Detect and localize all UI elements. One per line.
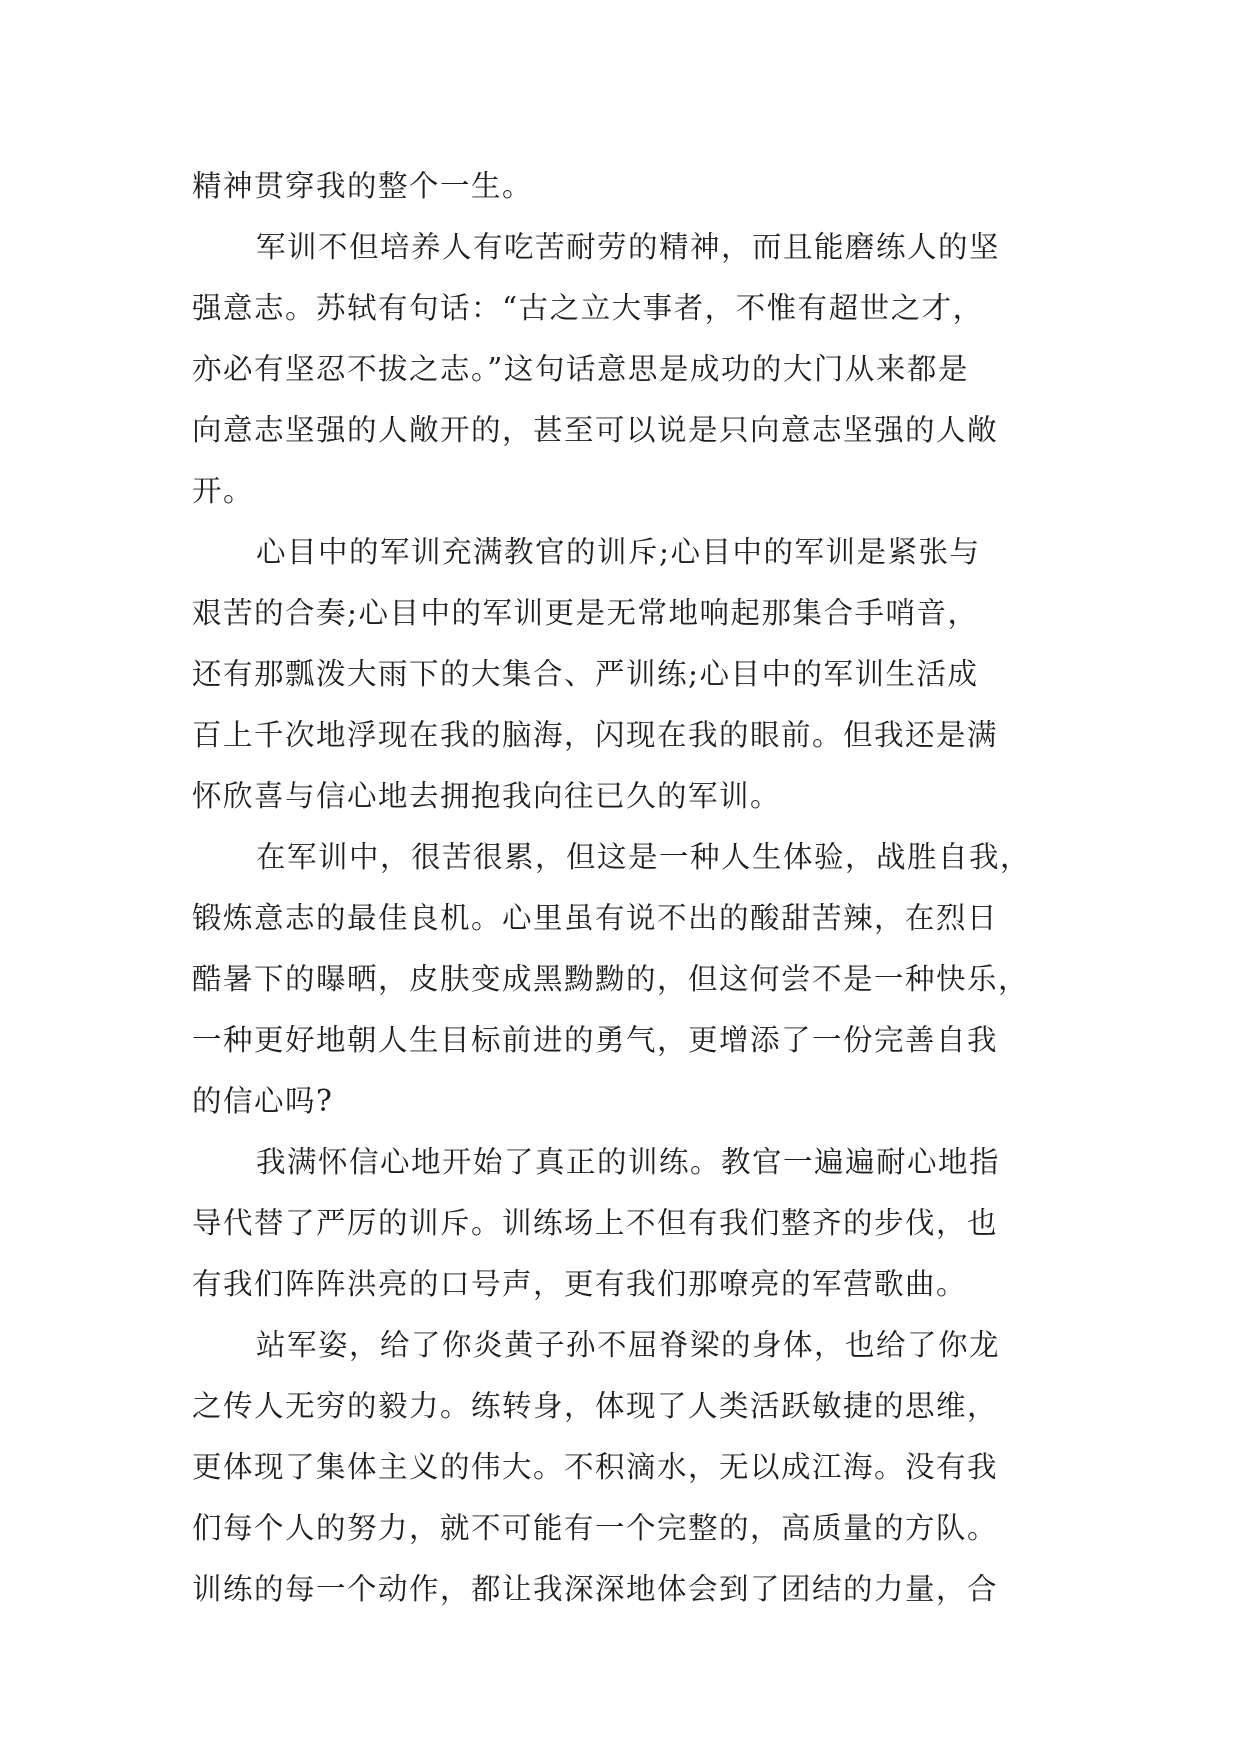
- paragraph-first-line: 心目中的军训充满教官的训斥;心目中的军训是紧张与: [256, 535, 981, 569]
- paragraph-first-line: 军训不但培养人有吃苦耐劳的精神，而且能磨练人的坚: [256, 230, 1001, 264]
- text-line: 之传人无穷的毅力。练转身，体现了人类活跃敏捷的思维，: [192, 1389, 999, 1423]
- text-line: 怀欣喜与信心地去拥抱我向往已久的军训。: [192, 779, 782, 813]
- text-line: 亦必有坚忍不拔之志。”这句话意思是成功的大门从来都是: [192, 352, 969, 386]
- text-line: 艰苦的合奏;心目中的军训更是无常地响起那集合手哨音，: [192, 596, 979, 630]
- text-line: 导代替了严厉的训斥。训练场上不但有我们整齐的步伐，也: [192, 1206, 999, 1240]
- text-line: 百上千次地浮现在我的脑海，闪现在我的眼前。但我还是满: [192, 718, 999, 752]
- paragraph-first-line: 我满怀信心地开始了真正的训练。教官一遍遍耐心地指: [256, 1145, 1001, 1179]
- text-line: 的信心吗?: [192, 1084, 334, 1118]
- text-line: 强意志。苏轼有句话：“古之立大事者，不惟有超世之才，: [192, 291, 984, 325]
- text-line: 酷暑下的曝晒，皮肤变成黑黝黝的，但这何尝不是一种快乐，: [192, 962, 1030, 996]
- paragraph-first-line: 站军姿，给了你炎黄子孙不屈脊梁的身体，也给了你龙: [256, 1328, 1001, 1362]
- text-line: 锻炼意志的最佳良机。心里虽有说不出的酸甜苦辣，在烈日: [192, 901, 999, 935]
- text-line: 训练的每一个动作，都让我深深地体会到了团结的力量，合: [192, 1572, 999, 1606]
- text-line: 还有那瓢泼大雨下的大集合、严训练;心目中的军训生活成: [192, 657, 979, 691]
- text-line: 向意志坚强的人敞开的，甚至可以说是只向意志坚强的人敞: [192, 413, 999, 447]
- text-line: 有我们阵阵洪亮的口号声，更有我们那嘹亮的军营歌曲。: [192, 1267, 968, 1301]
- text-line: 一种更好地朝人生目标前进的勇气，更增添了一份完善自我: [192, 1023, 999, 1057]
- text-line: 精神贯穿我的整个一生。: [192, 169, 534, 203]
- text-line: 开。: [192, 474, 255, 508]
- text-line: 们每个人的努力，就不可能有一个完整的，高质量的方队。: [192, 1511, 999, 1545]
- body-text: [192, 156, 1052, 1620]
- text-line: 更体现了集体主义的伟大。不积滴水，无以成江海。没有我: [192, 1450, 999, 1484]
- paragraph-first-line: 在军训中，很苦很累，但这是一种人生体验，战胜自我，: [256, 840, 1032, 874]
